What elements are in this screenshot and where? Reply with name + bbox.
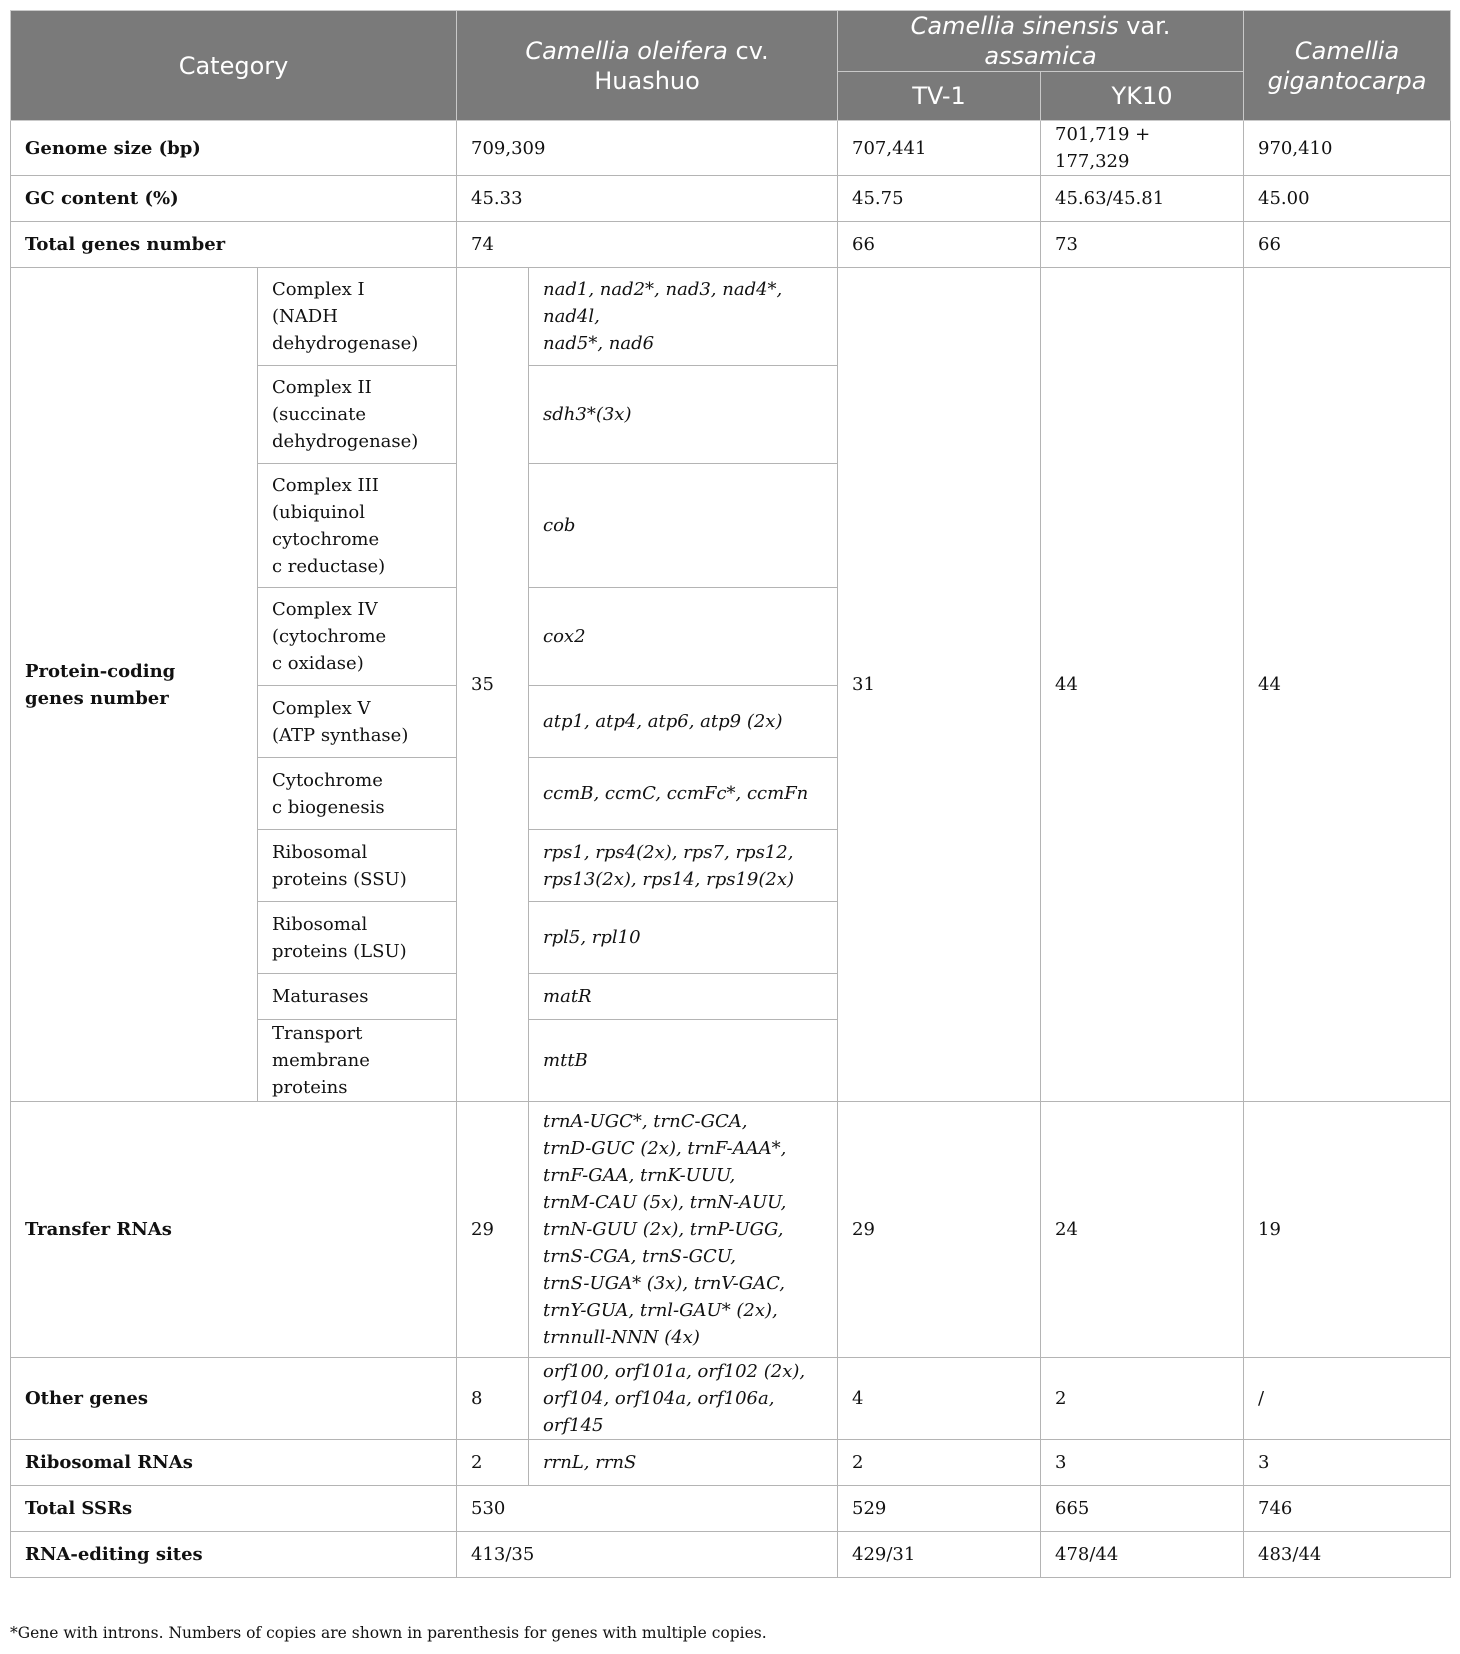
row-label: RNA-editing sites: [11, 1532, 457, 1578]
gene-list-cell: rpl5, rpl10: [529, 902, 838, 974]
cell-tv1: 2: [838, 1440, 1041, 1486]
cell-oleifera: 74: [457, 222, 838, 268]
cell-tv1: 529: [838, 1486, 1041, 1532]
gene-list-cell: sdh3*(3x): [529, 366, 838, 464]
cell-oleifera-count: 35: [457, 268, 529, 1102]
row-rna-editing: [11, 1532, 1451, 1578]
gene-list-cell: orf100, orf101a, orf102 (2x), orf104, orf104a, orf106a, orf145: [529, 1358, 838, 1440]
cell-oleifera-count: 8: [457, 1358, 529, 1440]
table-body: [11, 121, 1451, 1578]
row-total-ssrs: [11, 1486, 1451, 1532]
row-label: Other genes: [11, 1358, 457, 1440]
genome-comparison-table: [10, 10, 1451, 1578]
cell-tv1: 66: [838, 222, 1041, 268]
row-total-genes: [11, 222, 1451, 268]
cell-oleifera: 45.33: [457, 176, 838, 222]
cell-tv1: 45.75: [838, 176, 1041, 222]
subcategory-cell: Transport membrane proteins: [258, 1020, 457, 1102]
gene-list-cell: cob: [529, 464, 838, 588]
gene-list-cell: nad1, nad2*, nad3, nad4*, nad4l, nad5*, nad6: [529, 268, 838, 366]
cell-tv1: 31: [838, 268, 1041, 1102]
row-protein-complex-1: [11, 268, 1451, 366]
cell-tv1: 707,441: [838, 121, 1041, 176]
cell-yk10: 3: [1041, 1440, 1244, 1486]
header-sinensis: Camellia sinensis var. assamica: [838, 11, 1244, 72]
subcategory-cell: Complex V (ATP synthase): [258, 686, 457, 758]
header-tv1: TV-1: [838, 72, 1041, 121]
gene-list-cell: trnA-UGC*, trnC-GCA, trnD-GUC (2x), trnF-AAA*, trnF-GAA, trnK-UUU, trnM-CAU (5x), trnN-AUU, trnN-GUU (2x), trnP-UGG, trnS-CGA, trnS-GCU, trnS-UGA* (3x), trnV-GAC, trnY-GUA, trnl-GAU* (2x), trnnull-NNN (4x): [529, 1102, 838, 1358]
row-other-genes: [11, 1358, 1451, 1440]
cell-tv1: 429/31: [838, 1532, 1041, 1578]
cell-yk10: 73: [1041, 222, 1244, 268]
subcategory-cell: Complex I (NADH dehydrogenase): [258, 268, 457, 366]
subcategory-cell: Complex III (ubiquinol cytochrome c reductase): [258, 464, 457, 588]
cell-yk10: 24: [1041, 1102, 1244, 1358]
row-label: Ribosomal RNAs: [11, 1440, 457, 1486]
gene-list-cell: ccmB, ccmC, ccmFc*, ccmFn: [529, 758, 838, 830]
row-ribosomal-rnas: [11, 1440, 1451, 1486]
cell-gigantocarpa: 45.00: [1244, 176, 1451, 222]
subcategory-cell: Ribosomal proteins (SSU): [258, 830, 457, 902]
row-label: Genome size (bp): [11, 121, 457, 176]
row-transfer-rnas: [11, 1102, 1451, 1358]
header-oleifera: Camellia oleifera cv. Huashuo: [457, 11, 838, 121]
gene-list-cell: cox2: [529, 588, 838, 686]
cell-oleifera: 413/35: [457, 1532, 838, 1578]
subcategory-cell: Complex II (succinate dehydrogenase): [258, 366, 457, 464]
subcategory-cell: Complex IV (cytochrome c oxidase): [258, 588, 457, 686]
gene-list-cell: atp1, atp4, atp6, atp9 (2x): [529, 686, 838, 758]
cell-gigantocarpa: 970,410: [1244, 121, 1451, 176]
gene-list-cell: rps1, rps4(2x), rps7, rps12, rps13(2x), rps14, rps19(2x): [529, 830, 838, 902]
cell-gigantocarpa: 746: [1244, 1486, 1451, 1532]
table-header: [11, 11, 1451, 121]
row-label: Total SSRs: [11, 1486, 457, 1532]
cell-yk10: 478/44: [1041, 1532, 1244, 1578]
table-footnote: *Gene with introns. Numbers of copies are shown in parenthesis for genes with multiple copies.: [10, 1624, 767, 1642]
cell-tv1: 29: [838, 1102, 1041, 1358]
header-gigantocarpa: Camellia gigantocarpa: [1244, 11, 1451, 121]
row-gc-content: [11, 176, 1451, 222]
cell-yk10: 665: [1041, 1486, 1244, 1532]
cell-oleifera: 530: [457, 1486, 838, 1532]
cell-gigantocarpa: 483/44: [1244, 1532, 1451, 1578]
row-label: Transfer RNAs: [11, 1102, 457, 1358]
cell-oleifera: 709,309: [457, 121, 838, 176]
cell-gigantocarpa: 3: [1244, 1440, 1451, 1486]
header-category: Category: [11, 11, 457, 121]
row-label: GC content (%): [11, 176, 457, 222]
row-label-protein-coding: Protein-coding genes number: [11, 268, 258, 1102]
cell-oleifera-count: 29: [457, 1102, 529, 1358]
subcategory-cell: Maturases: [258, 974, 457, 1020]
subcategory-cell: Ribosomal proteins (LSU): [258, 902, 457, 974]
gene-list-cell: matR: [529, 974, 838, 1020]
cell-gigantocarpa: /: [1244, 1358, 1451, 1440]
cell-gigantocarpa: 19: [1244, 1102, 1451, 1358]
cell-gigantocarpa: 66: [1244, 222, 1451, 268]
row-label: Total genes number: [11, 222, 457, 268]
cell-yk10: 45.63/45.81: [1041, 176, 1244, 222]
gene-list-cell: mttB: [529, 1020, 838, 1102]
row-genome-size: [11, 121, 1451, 176]
cell-tv1: 4: [838, 1358, 1041, 1440]
cell-yk10: 2: [1041, 1358, 1244, 1440]
cell-yk10: 44: [1041, 268, 1244, 1102]
cell-oleifera-count: 2: [457, 1440, 529, 1486]
cell-gigantocarpa: 44: [1244, 268, 1451, 1102]
gene-list-cell: rrnL, rrnS: [529, 1440, 838, 1486]
header-yk10: YK10: [1041, 72, 1244, 121]
subcategory-cell: Cytochrome c biogenesis: [258, 758, 457, 830]
cell-yk10: 701,719 + 177,329: [1041, 121, 1244, 176]
